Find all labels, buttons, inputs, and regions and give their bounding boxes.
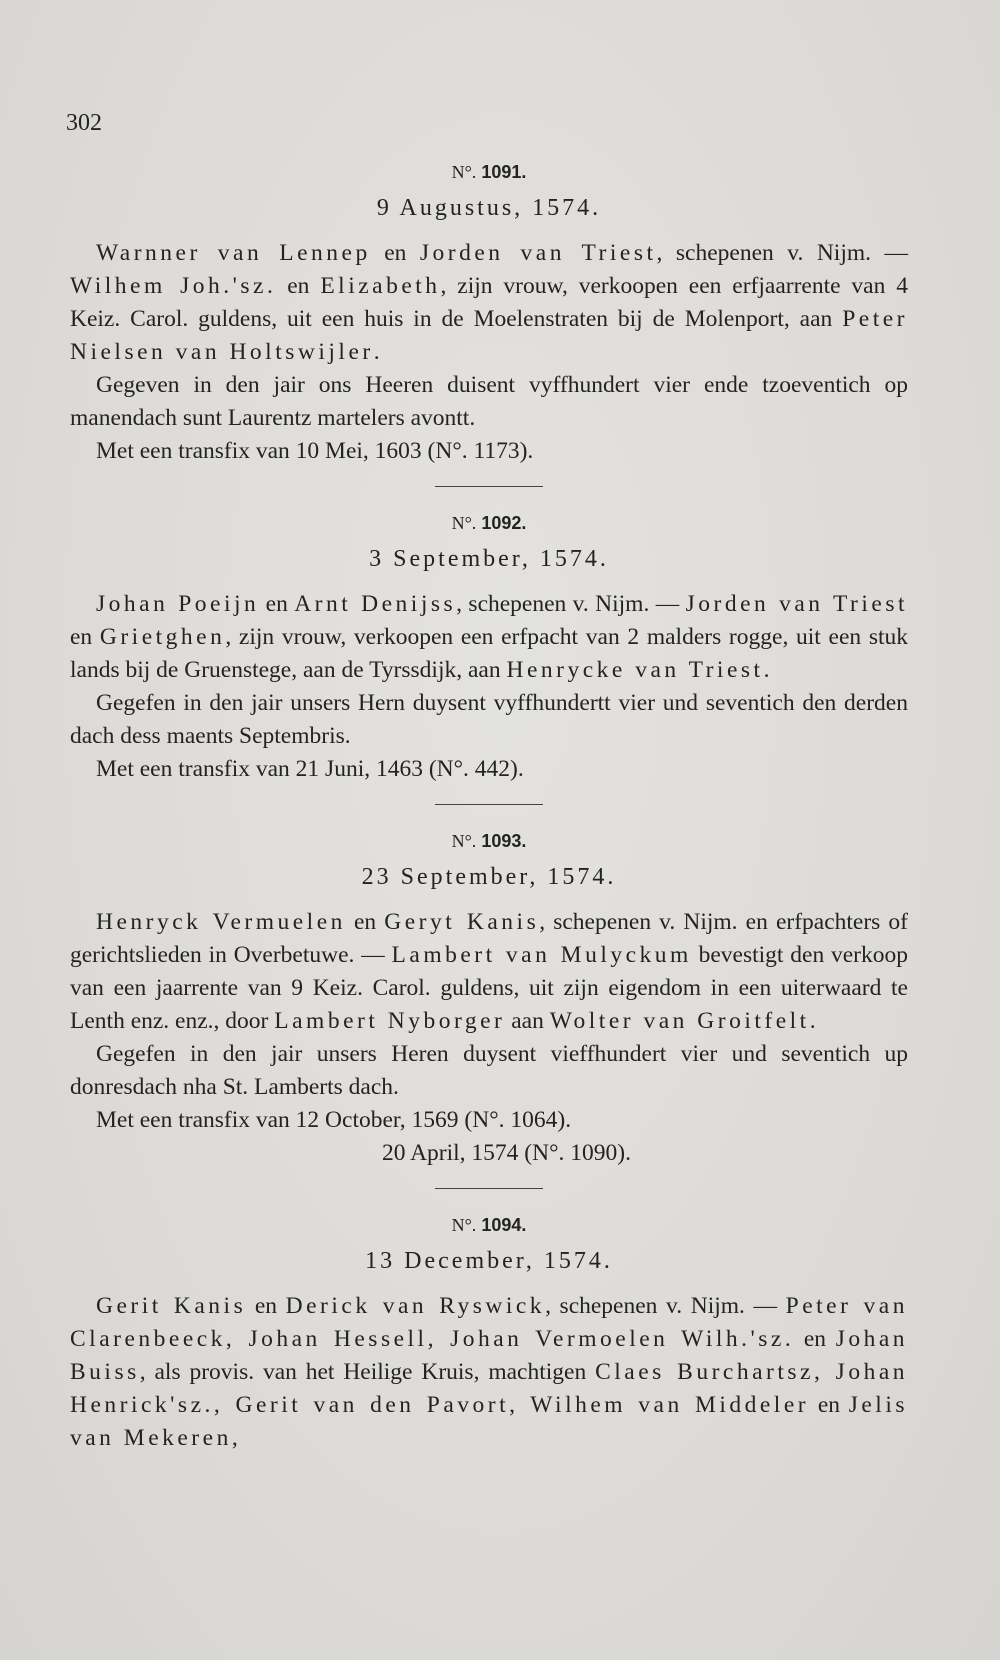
text-run: , zijn vrouw, verkoopen een erfpacht van 2 malders rogge, uit een stuk lands bij de Gruenstege, aan de Tyrssdijk, aan <box>70 624 908 683</box>
person-name: Johan Buiss <box>70 1326 909 1385</box>
entry-1091 <box>70 158 908 468</box>
entry-summary <box>70 1290 908 1455</box>
text-run: , <box>231 1425 238 1451</box>
section-divider <box>435 1188 543 1189</box>
person-name: Henrycke van Triest <box>506 657 764 683</box>
entry-date: 13 December, 1574. <box>365 1248 613 1274</box>
person-name: Jelis van Mekeren <box>70 1392 908 1451</box>
entry-number-prefix: N°. <box>451 831 477 851</box>
entry-number <box>70 158 908 186</box>
entry-number-value: 1093. <box>481 831 527 851</box>
entry-transfix: Met een transfix van 10 Mei, 1603 (N°. 1173). <box>96 438 534 464</box>
text-run: en <box>276 273 321 299</box>
text-run: en <box>246 1293 286 1319</box>
entry-number <box>70 1211 908 1239</box>
entry-dating-clause: Gegefen in den jair unsers Heren duysent vieffhundert vier und seventich up donresdach nha St. Lamberts dach. <box>70 1041 908 1100</box>
entry-number-value: 1091. <box>481 162 527 182</box>
text-run: , als provis. van het Heilige Kruis, machtigen <box>139 1359 596 1385</box>
person-name: Johan Poeijn <box>96 591 260 617</box>
text-run: en <box>345 909 385 935</box>
entry-date: 3 September, 1574. <box>369 546 609 572</box>
text-run: , schepenen v. Nijm. — <box>656 240 909 266</box>
person-name: Arnt Denijss <box>294 591 457 617</box>
entry-number-prefix: N°. <box>451 162 477 182</box>
person-name: Grietghen <box>99 624 226 650</box>
text-run: aan <box>505 1008 550 1034</box>
entry-dating-clause: Gegeven in den jair ons Heeren duisent vyffhundert vier ende tzoeventich op manendach sunt Laurentz martelers avontt. <box>70 372 908 431</box>
person-name: Peter Nielsen van Holtswijler <box>70 306 908 365</box>
section-divider <box>435 486 543 487</box>
entry-1092 <box>70 509 908 786</box>
person-name: Derick van Ryswick <box>285 1293 546 1319</box>
text-run: en <box>794 1326 836 1352</box>
entry-summary <box>70 237 908 369</box>
text-run: bevestigt den verkoop van een jaarrente van 9 Keiz. Carol. guldens, uit zijn eigendom in een uiterwaard te Lenth enz. enz., door <box>70 942 909 1034</box>
text-run: , zijn vrouw, verkoopen een erfjaarrente van 4 Keiz. Carol. guldens, uit een huis in de Moelenstraten bij de Molenport, aan <box>70 273 908 332</box>
person-name: Wolter van Groitfelt <box>549 1008 810 1034</box>
person-name: Henryck Vermuelen <box>96 909 346 935</box>
entry-number-value: 1092. <box>481 513 527 533</box>
person-name: Elizabeth <box>320 273 441 299</box>
text-run: , schepenen v. Nijm. — <box>456 591 686 617</box>
text-run: en <box>809 1392 849 1418</box>
entry-number <box>70 827 908 855</box>
person-name: Wilhem Joh.'sz. <box>70 273 277 299</box>
section-divider <box>435 804 543 805</box>
entry-number-value: 1094. <box>481 1215 527 1235</box>
entry-number-prefix: N°. <box>451 1215 477 1235</box>
entry-dating-clause: Gegefen in den jair unsers Hern duysent vyffhundertt vier und seventich den derden dach dess maents Septembris. <box>70 690 908 749</box>
person-name: Lambert van Mulyckum <box>391 942 692 968</box>
entry-summary <box>70 906 908 1038</box>
text-run: . <box>763 657 770 683</box>
text-run: , schepenen v. Nijm. — <box>545 1293 786 1319</box>
entry-number <box>70 509 908 537</box>
entry-summary <box>70 588 908 687</box>
person-name: Jorden van Triest <box>685 591 908 617</box>
entry-transfix-second: 20 April, 1574 (N°. 1090). <box>382 1140 631 1166</box>
text-run: . <box>373 339 380 365</box>
person-name: Peter van Clarenbeeck, Johan Hessell, Johan Vermoelen Wilh.'sz. <box>70 1293 908 1352</box>
entry-date: 23 September, 1574. <box>361 864 617 890</box>
text-run: . <box>809 1008 816 1034</box>
person-name: Gerit Kanis <box>96 1293 247 1319</box>
entry-transfix: Met een transfix van 12 October, 1569 (N°. 1064). <box>96 1107 572 1133</box>
text-run: en <box>370 240 420 266</box>
person-name: Jorden van Triest <box>419 240 657 266</box>
text-column <box>70 158 908 1455</box>
entry-number-prefix: N°. <box>451 513 477 533</box>
text-run: , schepenen v. Nijm. en erfpachters of gerichtslieden in Overbetuwe. — <box>70 909 908 968</box>
person-name: Lambert Nyborger <box>274 1008 506 1034</box>
text-run: en <box>70 624 100 650</box>
text-run: en <box>259 591 295 617</box>
entry-date: 9 Augustus, 1574. <box>376 195 602 221</box>
person-name: Geryt Kanis <box>384 909 540 935</box>
entry-1093 <box>70 827 908 1170</box>
page-number: 302 <box>66 110 102 136</box>
person-name: Claes Burchartsz, Johan Henrick'sz., Gerit van den Pavort, Wilhem van Middeler <box>70 1359 909 1418</box>
person-name: Warnner van Lennep <box>96 240 371 266</box>
entry-1094 <box>70 1211 908 1455</box>
entry-transfix: Met een transfix van 21 Juni, 1463 (N°. 442). <box>96 756 524 782</box>
